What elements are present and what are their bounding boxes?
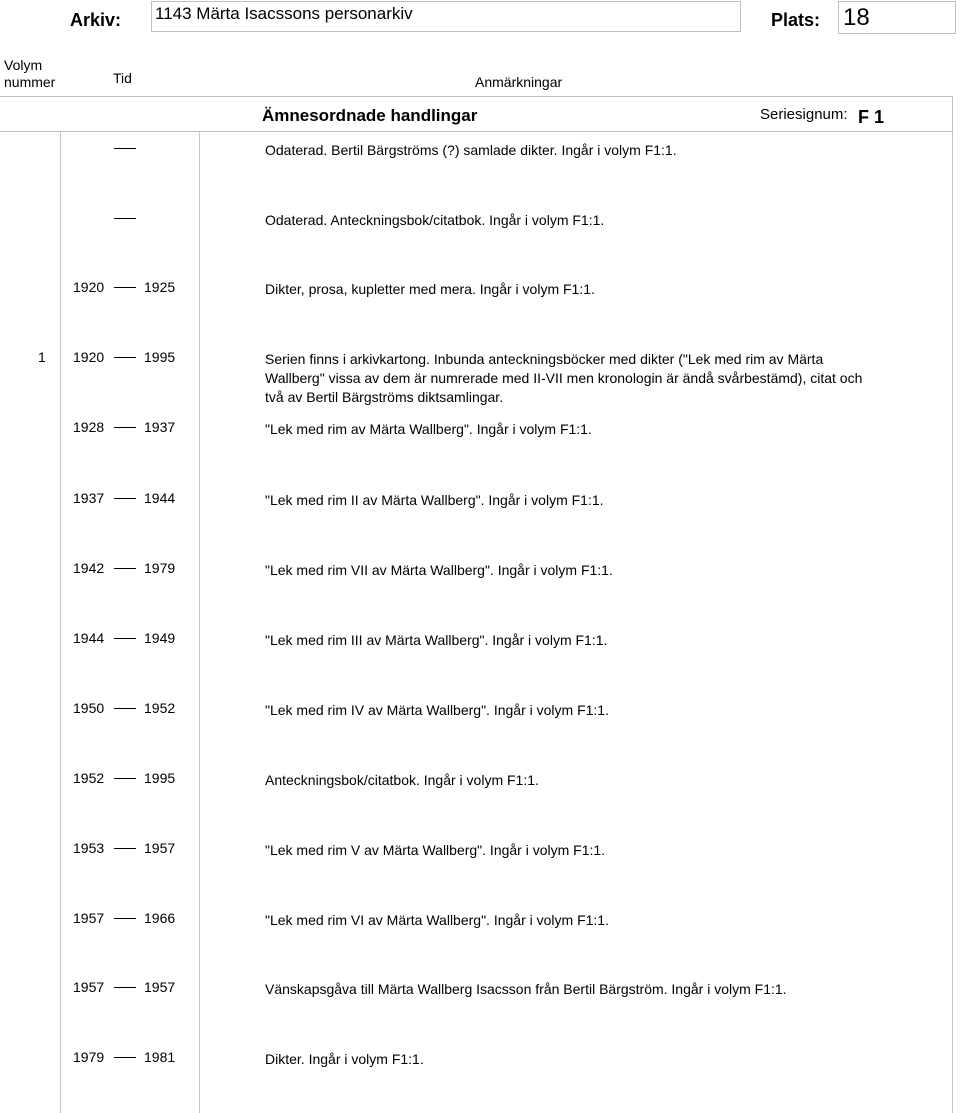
date-from: 1920 <box>73 349 105 365</box>
row-note-line: Dikter. Ingår i volym F1:1. <box>265 1051 424 1067</box>
date-range-dash <box>114 918 136 919</box>
column-header-anmarkningar: Anmärkningar <box>475 74 563 90</box>
date-range-dash <box>114 778 136 779</box>
date-to: 1995 <box>144 349 176 365</box>
row-note-line: "Lek med rim III av Märta Wallberg". Ingår i volym F1:1. <box>265 632 608 648</box>
date-from: 1979 <box>73 1049 105 1065</box>
row-note-line: Serien finns i arkivkartong. Inbunda anteckningsböcker med dikter ("Lek med rim av Märta <box>265 351 824 367</box>
arkiv-label: Arkiv: <box>70 10 122 30</box>
plats-label: Plats: <box>771 10 821 30</box>
date-range-dash <box>114 357 136 358</box>
column-header-volym-nummer <box>4 57 55 91</box>
date-from: 1957 <box>73 979 105 995</box>
date-range-dash <box>114 427 136 428</box>
date-from: 1920 <box>73 279 105 295</box>
row-note-line: "Lek med rim av Märta Wallberg". Ingår i volym F1:1. <box>265 421 592 437</box>
row-note-line: Odaterad. Anteckningsbok/citatbok. Ingår i volym F1:1. <box>265 212 605 228</box>
column-divider <box>60 132 61 1113</box>
series-signum-label: Seriesignum: <box>760 106 848 123</box>
row-note-line: Wallberg" vissa av dem är numrerade med II-VII men kronologin är ändå svårbestämd), citat och <box>265 370 863 386</box>
date-to: 1981 <box>144 1049 176 1065</box>
column-header-tid: Tid <box>113 70 132 86</box>
date-from: 1952 <box>73 770 105 786</box>
date-range-dash <box>114 148 136 149</box>
column-divider <box>952 132 953 1113</box>
date-from: 1937 <box>73 490 105 506</box>
date-from: 1950 <box>73 700 105 716</box>
date-to: 1937 <box>144 419 176 435</box>
row-note-line: "Lek med rim II av Märta Wallberg". Ingår i volym F1:1. <box>265 492 604 508</box>
row-note-line: Dikter, prosa, kupletter med mera. Ingår i volym F1:1. <box>265 281 595 297</box>
column-divider <box>199 132 200 1113</box>
date-range-dash <box>114 848 136 849</box>
date-to: 1949 <box>144 630 176 646</box>
date-from: 1953 <box>73 840 105 856</box>
date-range-dash <box>114 708 136 709</box>
date-range-dash <box>114 568 136 569</box>
date-to: 1952 <box>144 700 176 716</box>
column-header-nummer: nummer <box>4 74 56 90</box>
date-from: 1944 <box>73 630 105 646</box>
row-note-line: två av Bertil Bärgströms diktsamlingar. <box>265 389 504 405</box>
row-note-line: Vänskapsgåva till Märta Wallberg Isacsson från Bertil Bärgström. Ingår i volym F1:1. <box>265 981 787 997</box>
date-range-dash <box>114 287 136 288</box>
date-to: 1979 <box>144 560 176 576</box>
date-range-dash <box>114 218 136 219</box>
row-note-line: Odaterad. Bertil Bärgströms (?) samlade dikter. Ingår i volym F1:1. <box>265 142 677 158</box>
volume-number: 1 <box>38 349 46 365</box>
row-note-line: "Lek med rim VII av Märta Wallberg". Ingår i volym F1:1. <box>265 562 613 578</box>
date-from: 1957 <box>73 910 105 926</box>
date-from: 1928 <box>73 419 105 435</box>
row-note-line: "Lek med rim V av Märta Wallberg". Ingår i volym F1:1. <box>265 842 606 858</box>
date-to: 1957 <box>144 840 176 856</box>
date-range-dash <box>114 1057 136 1058</box>
date-to: 1995 <box>144 770 176 786</box>
date-to: 1957 <box>144 979 176 995</box>
row-note-line: Anteckningsbok/citatbok. Ingår i volym F1:1. <box>265 772 539 788</box>
series-title: Ämnesordnade handlingar <box>262 106 478 125</box>
date-from: 1942 <box>73 560 105 576</box>
date-range-dash <box>114 638 136 639</box>
plats-value: 18 <box>843 4 870 31</box>
date-to: 1925 <box>144 279 176 295</box>
arkiv-value: 1143 Märta Isacssons personarkiv <box>155 4 413 23</box>
column-header-volym: Volym <box>4 57 43 73</box>
row-note-line: "Lek med rim IV av Märta Wallberg". Ingår i volym F1:1. <box>265 702 609 718</box>
date-range-dash <box>114 987 136 988</box>
date-to: 1944 <box>144 490 176 506</box>
row-note-line: "Lek med rim VI av Märta Wallberg". Ingår i volym F1:1. <box>265 912 609 928</box>
series-signum-value: F 1 <box>858 107 885 127</box>
date-range-dash <box>114 498 136 499</box>
date-to: 1966 <box>144 910 176 926</box>
